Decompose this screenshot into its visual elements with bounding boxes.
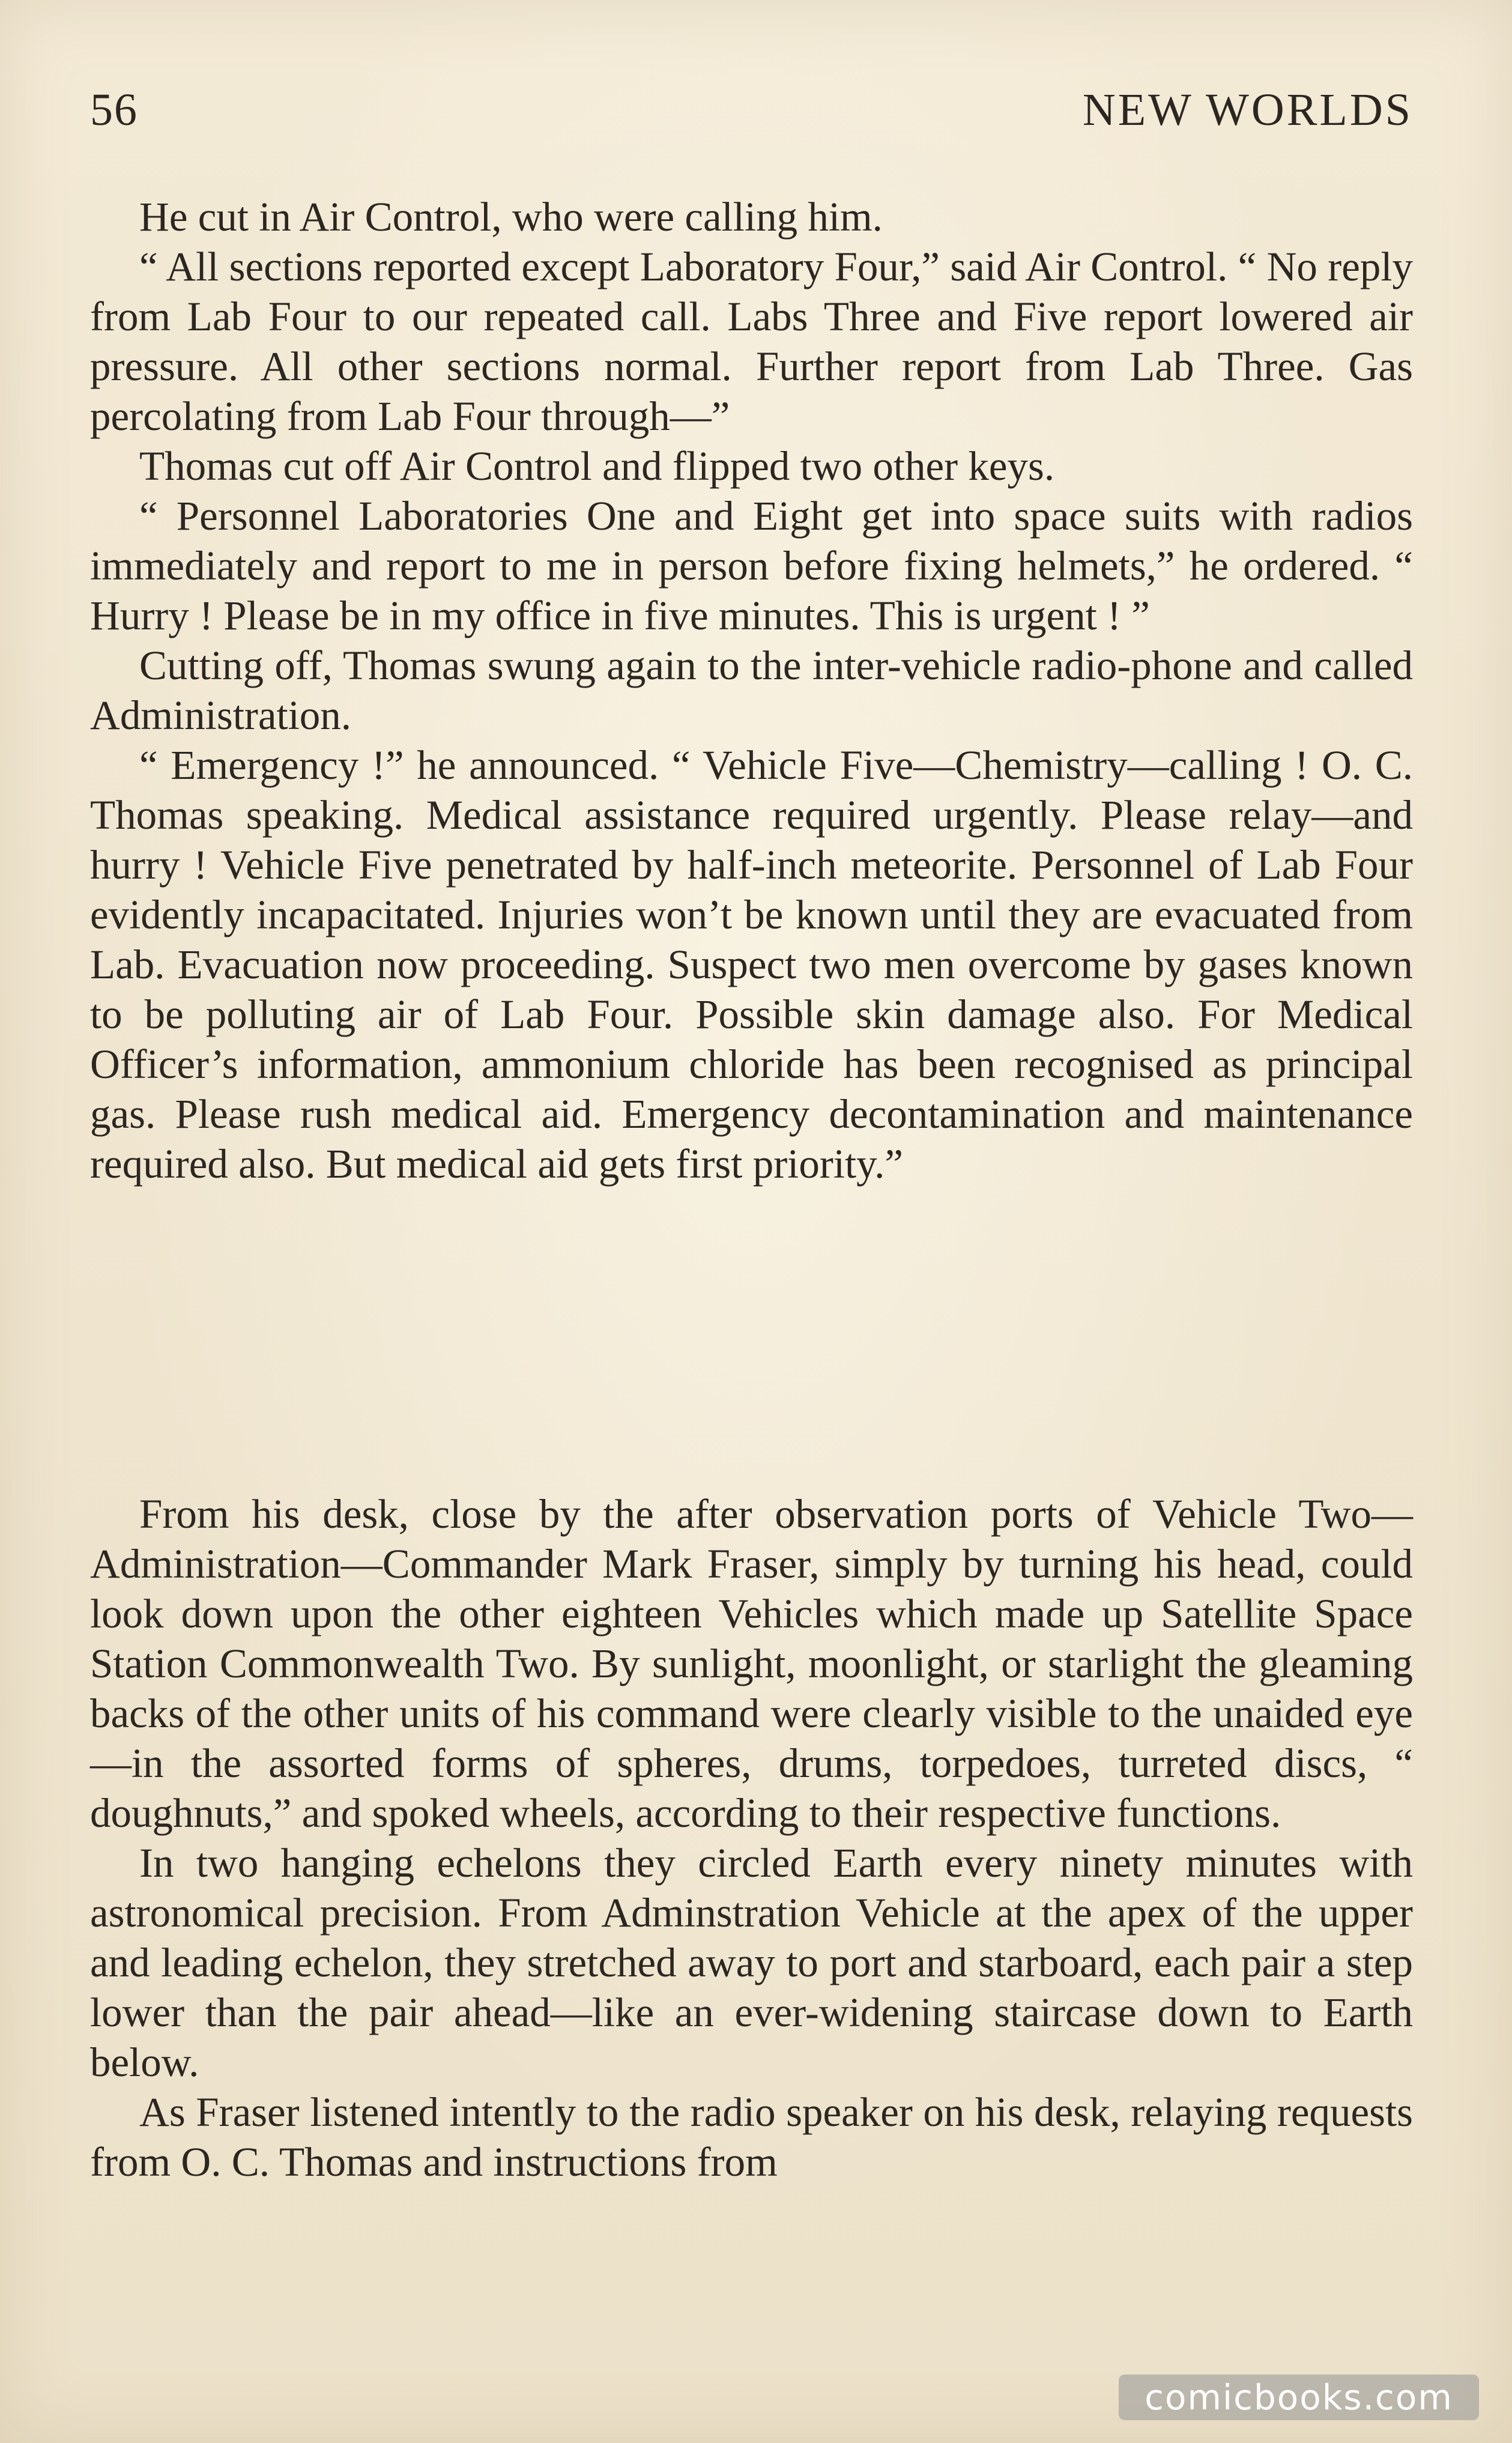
text-section-2 [90, 1489, 1413, 2187]
paragraph: “ Personnel Laboratories One and Eight get into space suits with radios immediately and report to me in person before fixing helmets,” he ordered. “ Hurry ! Please be in my office in five minutes. This is urgent ! ” [90, 493, 1413, 638]
paragraph: “ Emergency !” he announced. “ Vehicle Five—Chemistry—calling ! O. C. Thomas speaking. Medical assistance required urgently. Please relay—and hurry ! Vehicle Five penetrated by half-inch meteorite. Personnel of Lab Four evidently incapacitated. Injuries won’t be known until they are evacuated from Lab. Evacuation now proceeding. Suspect two men overcome by gases known to be polluting air of Lab Four. Possible skin damage also. For Medical Officer’s information, ammonium chloride has been recognised as principal gas. Please rush medical aid. Emergency decontamination and maintenance required also. But medical aid gets first priority.” [90, 742, 1413, 1187]
paragraph: As Fraser listened intently to the radio speaker on his desk, relaying requests from O. C. Thomas and instructions from [90, 2089, 1413, 2185]
watermark-badge: comicbooks.com [1119, 2375, 1479, 2420]
paragraph: Thomas cut off Air Control and flipped two other keys. [139, 443, 1055, 489]
paragraph: Cutting off, Thomas swung again to the inter-vehicle radio-phone and called Administration. [90, 643, 1413, 738]
paragraph: He cut in Air Control, who were calling him. [139, 194, 883, 240]
page-number: 56 [90, 85, 138, 135]
paragraph: From his desk, close by the after observation ports of Vehicle Two—Administration—Commander Mark Fraser, simply by turning his head, could look down upon the other eighteen Vehicles which made up Satellite Space Station Commonwealth Two. By sunlight, moonlight, or starlight the gleaming backs of the other units of his command were clearly visible to the unaided eye—in the assorted forms of spheres, drums, torpedoes, turreted discs, “ doughnuts,” and spoked wheels, according to their respective functions. [90, 1491, 1413, 1836]
page-header [90, 84, 1413, 156]
text-section-1 [90, 192, 1413, 1189]
running-title: NEW WORLDS [1082, 85, 1413, 135]
paragraph: In two hanging echelons they circled Earth every ninety minutes with astronomical precision. From Adminstration Vehicle at the apex of the upper and leading echelon, they stretched away to port and starboard, each pair a step lower than the pair ahead—like an ever-widening staircase down to Earth below. [90, 1840, 1413, 2085]
paragraph: “ All sections reported except Laboratory Four,” said Air Control. “ No reply from Lab Four to our repeated call. Labs Three and Five report lowered air pressure. All other sections normal. Further report from Lab Three. Gas percolating from Lab Four through—” [90, 244, 1413, 439]
